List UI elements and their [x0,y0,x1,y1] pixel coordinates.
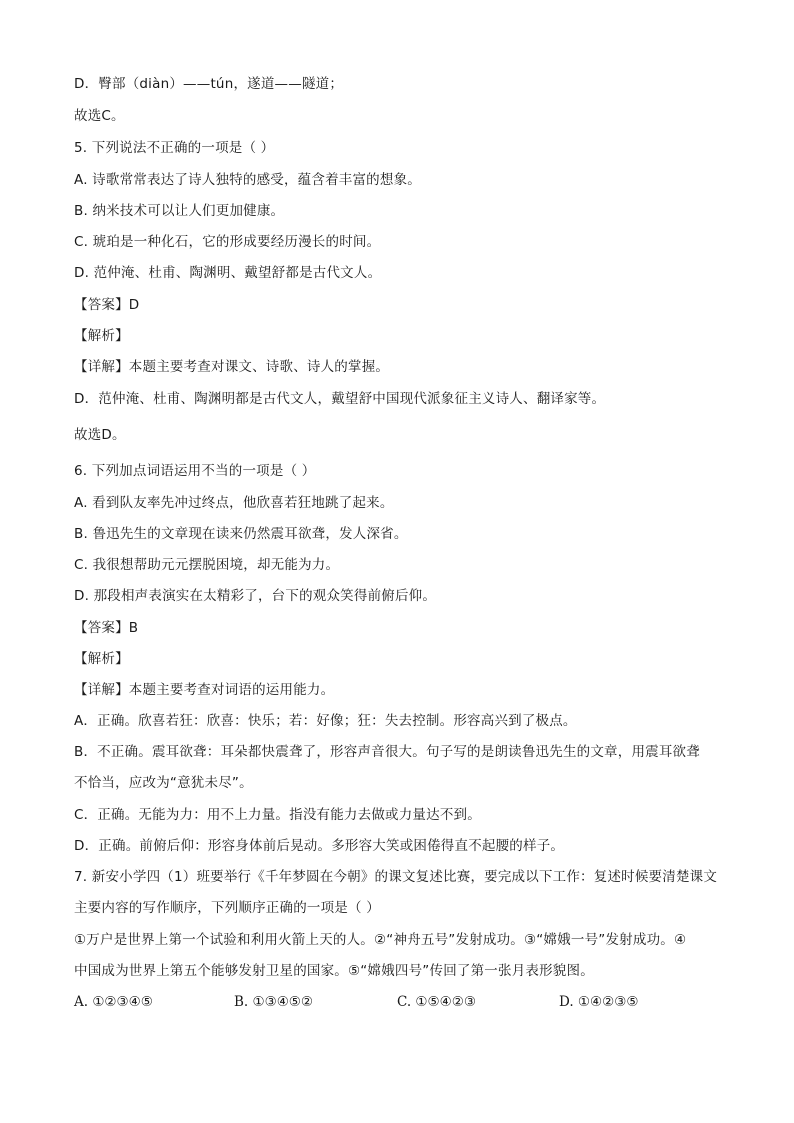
question-7-options [74,992,734,1012]
option-b: B. 纳米技术可以让人们更加健康。 [74,203,285,219]
detail-text: 【详解】本题主要考查对词语的运用能力。 [74,682,335,698]
detail-text: C．正确。无能为力：用不上力量。指没有能力去做或力量达不到。 [74,807,481,823]
option-c: C. ①⑤④②③ [397,994,476,1010]
detail-text: A．正确。欣喜若狂：欣喜：快乐；若：好像；狂：失去控制。形容高兴到了极点。 [74,713,577,729]
option-d: D. ①④②③⑤ [559,994,639,1010]
option-b: B. ①③④⑤② [234,994,314,1010]
detail-text: 不恰当，应改为“意犹未尽”。 [74,775,253,791]
question-6: 6. 下列加点词语运用不当的一项是（ ） [74,463,316,479]
text-line: 故选C。 [74,108,125,124]
option-d: D. 那段相声表演实在太精彩了，台下的观众笑得前俯后仰。 [74,588,437,604]
option-b: B. 鲁迅先生的文章现在读来仍然震耳欲聋，发人深省。 [74,526,408,542]
detail-text: D．正确。前俯后仰：形容身体前后晃动。多形容大笑或困倦得直不起腰的样子。 [74,838,565,854]
analysis-label: 【解析】 [74,651,129,667]
detail-text: 【详解】本题主要考查对课文、诗歌、诗人的掌握。 [74,359,390,375]
question-7: 主要内容的写作顺序，下列顺序正确的一项是（ ） [74,900,380,916]
option-c: C. 我很想帮助元元摆脱困境，却无能为力。 [74,557,340,573]
option-a: A. ①②③④⑤ [74,994,153,1010]
answer-label: 【答案】B [74,620,139,636]
option-a: A. 看到队友率先冲过终点，他欣喜若狂地跳了起来。 [74,495,394,511]
option-d: D. 范仲淹、杜甫、陶渊明、戴望舒都是古代文人。 [74,265,382,281]
question-7-body: 中国成为世界上第五个能够发射卫星的国家。⑤“嫦娥四号”传回了第一张月表形貌图。 [74,963,594,979]
detail-text: D．范仲淹、杜甫、陶渊明都是古代文人，戴望舒中国现代派象征主义诗人、翻译家等。 [74,391,606,407]
text-line: 故选D。 [74,427,126,443]
analysis-label: 【解析】 [74,328,129,344]
answer-label: 【答案】D [74,297,140,313]
question-7: 7. 新安小学四（1）班要举行《千年梦圆在今朝》的课文复述比赛，要完成以下工作：复述时候要清楚课文 [74,869,718,885]
option-a: A. 诗歌常常表达了诗人独特的感受，蕴含着丰富的想象。 [74,172,421,188]
text-line: D．臀部（diàn）——tún，遂道——隧道； [74,76,344,92]
detail-text: B．不正确。震耳欲聋：耳朵都快震聋了，形容声音很大。句子写的是朗读鲁迅先生的文章，用震耳欲聋 [74,744,700,760]
option-c: C. 琥珀是一种化石，它的形成要经历漫长的时间。 [74,234,381,250]
question-7-body: ①万户是世界上第一个试验和利用火箭上天的人。②“神舟五号”发射成功。③“嫦娥一号”发射成功。④ [74,932,687,948]
question-5: 5. 下列说法不正确的一项是（ ） [74,140,275,156]
